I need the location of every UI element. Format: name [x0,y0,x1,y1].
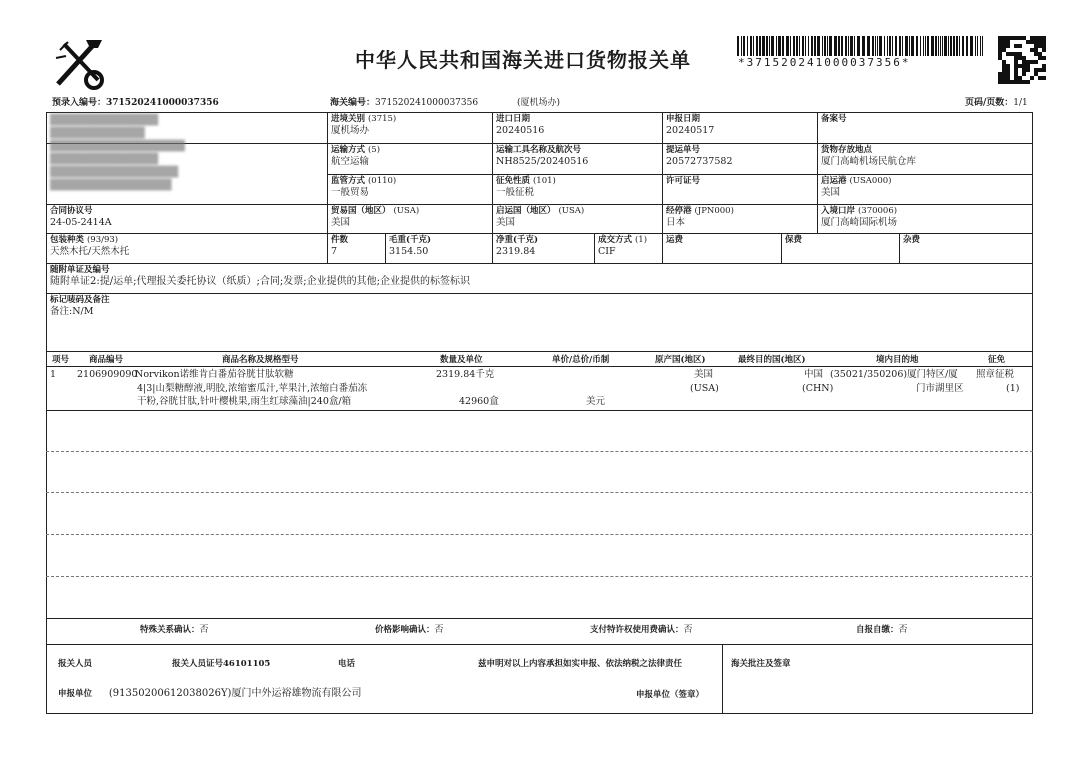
qr-code [998,36,1046,84]
declaration-statement: 兹申明对以上内容承担如实申报、依法纳税之法律责任 [478,659,683,669]
royalty-confirm: 支付特许权使用费确认：否 [590,625,693,635]
levy-cell: 征免性质 (101) 一般征税 [496,176,556,198]
declare-unit-seal: 申报单位（签章） [636,690,705,700]
goods-col-levy: 征免 [988,355,1006,365]
barcode-text: *371520241000037356* [738,56,911,69]
origin-country-cell: 启运国（地区） (USA) 美国 [496,206,585,228]
license-cell: 许可证号 [666,176,701,186]
goods-name-line3: 干粉,谷胱甘肽,针叶樱桃果,雨生红球藻油|240盒/箱 [137,396,352,407]
self-declare-confirm: 自报自缴：否 [856,625,908,635]
bl-no-cell: 提运单号 20572737582 [666,145,733,167]
consignee-info-redacted: ████████████████ ██████████████ ████████████████████ ████████████████ ███████████████████ ██████████████████ [50,115,184,191]
declarant-label: 报关人员 [58,659,93,669]
pre-entry-label: 预录入编号：371520241000037356 [52,98,219,108]
goods-levy-line1: 照章征税 [976,369,1015,380]
goods-col-dest: 最终目的国(地区) [738,355,806,365]
qr-module [1042,80,1046,84]
goods-dest-code: (CHN) [802,383,834,394]
goods-qty-1: 2319.84千克 [436,369,495,380]
customs-approval-label: 海关批注及签章 [731,659,791,669]
trade-country-cell: 贸易国（地区） (USA) 美国 [331,206,420,228]
goods-name-line2: 4|3|山梨糖醇液,明胶,浓缩蜜瓜汁,苹果汁,浓缩白番茄冻 [137,383,368,394]
goods-col-origin: 原产国(地区) [655,355,706,365]
vessel-cell: 运输工具名称及航次号 NH8525/20240516 [496,145,589,167]
barcode-gap [983,36,984,56]
declare-date-cell: 申报日期 20240517 [666,114,715,136]
pieces-cell: 件数 7 [331,235,349,257]
goods-domestic-line1: (35021/350206)厦门特区/厦 [830,369,958,380]
goods-col-qty: 数量及单位 [440,355,483,365]
form-border [46,112,1033,714]
marks-remarks-cell: 标记唛码及备注 备注:N/M [50,295,110,317]
goods-name-line1: Norvikon诺维肯白番茄谷胱甘肽软糖 [135,369,294,380]
departure-port-cell: 启运港 (USA000) 美国 [821,176,892,198]
transaction-mode-cell: 成交方式 (1) CIF [598,235,648,257]
supervision-cell: 监管方式 (0110) 一般贸易 [331,176,397,198]
entry-port-cell: 进境关别 (3715) 厦机场办 [331,114,397,136]
misc-fee-cell: 杂费 [903,235,921,245]
gross-weight-cell: 毛重(千克) 3154.50 [389,235,432,257]
entry-point-cell: 入境口岸 (370006) 厦门高崎国际机场 [821,206,898,228]
customs-number: 海关编号：371520241000037356 (厦机场办) [330,98,560,108]
goods-origin-code: (USA) [690,383,719,394]
package-cell: 包装种类 (93/93) 天然木托/天然木托 [50,235,130,257]
goods-col-name: 商品名称及规格型号 [222,355,299,365]
special-relation-confirm: 特殊关系确认：否 [140,625,209,635]
contract-cell: 合同协议号 24-05-2414A [50,206,112,228]
customs-office: (厦机场办) [516,98,560,108]
insurance-cell: 保费 [785,235,803,245]
page-count: 页码/页数：1/1 [965,98,1028,108]
freight-cell: 运费 [666,235,684,245]
transport-mode-cell: 运输方式 (5) 航空运输 [331,145,381,167]
barcode [737,36,987,56]
import-date-cell: 进口日期 20240516 [496,114,545,136]
filing-no-cell: 备案号 [821,114,847,124]
goods-col-price: 单价/总价/币制 [552,355,610,365]
goods-col-seq: 项号 [52,355,70,365]
net-weight-cell: 净重(千克) 2319.84 [496,235,539,257]
stop-port-cell: 经停港 (JPN000) 日本 [666,206,734,228]
goods-col-domestic: 境内目的地 [876,355,919,365]
price-influence-confirm: 价格影响确认：否 [375,625,444,635]
declare-unit: 申报单位 (91350200612038026Y)厦门中外运裕雄物流有限公司 [58,688,362,699]
storage-cell: 货物存放地点 厦门高崎机场民航仓库 [821,145,917,167]
goods-code: 2106909090 [77,369,138,380]
goods-domestic-line2: 门市湖里区 [916,383,964,394]
goods-dest: 中国 [804,369,824,380]
phone-label: 电话 [338,659,356,669]
goods-col-code: 商品编号 [89,355,124,365]
goods-levy-line2: (1) [1006,383,1020,394]
declarant-cert-no: 报关人员证号46101105 [172,659,271,669]
page-title: 中华人民共和国海关进口货物报关单 [355,48,691,72]
goods-origin: 美国 [694,369,714,380]
customs-emblem [50,36,110,92]
goods-currency: 美元 [586,396,606,407]
goods-seq: 1 [50,369,57,380]
goods-qty-2: 42960盒 [459,396,499,407]
pre-entry-number: 371520241000037356 [106,98,219,108]
attached-docs-cell: 随附单证及编号 随附单证2:提/运单;代理报关委托协议（纸质）;合同;发票;企业提供的其他;企业提供的标签标识 [50,265,470,287]
